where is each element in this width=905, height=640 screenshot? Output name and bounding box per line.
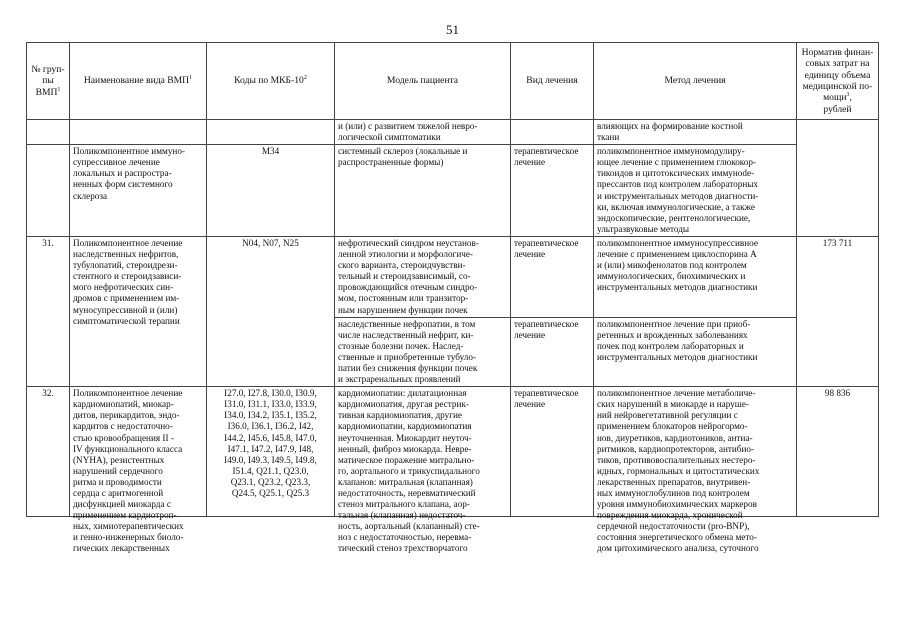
cell-num: 31. — [27, 236, 70, 386]
cell-num — [27, 120, 70, 145]
cell-codes: N04, N07, N25 — [207, 236, 335, 386]
cell-method: поликомпонентное лечение метаболиче- ских нарушений в миокарде и наруше- ний нейровегетативной регуляции с применением блокаторов нейрогормо- нов, диуретиков, кардиотоников, антиа- ритмиков, кардиопротекторов, антибио- тиков, противовоспалительных нестеро- идных, гормональных и цитостатических лекарственных препаратов, внутривен- ных иммуноглобулинов под контролем уровня иммунобиохимических маркеров повреждения миокарда, хронической сердечной недостаточности (pro-BNP), состояния энергетического обмена мето- дом цитохимического анализа, суточного — [594, 387, 797, 517]
cell-name: Поликомпонентное лечение кардиомиопатий, миокар- дитов, перикардитов, эндо- кардитов с недостаточно- стью кровообращения II - IV функционального класса (NYHA), резистентных нарушений сердечного ритма и проводимости сердца с аритмогенной дисфункцией миокарда с применением кардиотроп- ных, химиотерапевтических и генно-инженерных биоло- гических лекарственных — [70, 387, 207, 517]
header-treatment-method: Метод лечения — [594, 43, 797, 120]
cell-type: терапевтическое лечение — [511, 236, 594, 317]
cell-cost — [797, 120, 879, 237]
cell-type — [511, 120, 594, 145]
cell-codes: M34 — [207, 145, 335, 237]
header-cost-norm: Норматив финан- совых затрат на единицу объема медицинской по- мощи$^3$, рублей — [797, 43, 879, 120]
cell-name: Поликомпонентное иммуно- супрессивное лечение локальных и распростра- ненных форм системного склероза — [70, 145, 207, 237]
cell-method: поликомпонентное иммуномодулиру- ющее лечение с применением глюкокор- тикоидов и цитотоксических иммунode- прессантов под контролем лабораторных и инструментальных методов диагности- ки, включая иммунологические, а также эндоскопические, рентгенологические, ультразвуковые методы — [594, 145, 797, 237]
cell-name — [70, 120, 207, 145]
cell-num — [27, 145, 70, 237]
cell-model: нефротический синдром неустанов- ленной этиологии и морфологиче- ского варианта, стероидчувстви- тельный и стероидзависимый, со- провождающийся отечным синдро- мом, постоянным или транзитор- ным нарушением функции почек — [335, 236, 511, 317]
cell-num: 32. — [27, 387, 70, 517]
cell-name: Поликомпонентное лечение наследственных нефритов, тубулопатий, стероидрези- стентного и стероидзависи- мого нефротических син- дромов с применением им- муносупрессивной и (или) симптоматической терапии — [70, 236, 207, 386]
cell-type: терапевтическое лечение — [511, 387, 594, 517]
cell-model: кардиомиопатии: дилатационная кардиомиопатия, другая рестрик- тивная кардиомиопатия, другие кардиомиопатии, кардиомиопатия неуточненная. Миокардит неуточ- ненный, фиброз миокарда. Невре- матическое поражение митрально- го, аортального и трикуспидального клапанов: митральная (клапанная) недостаточность, неревматический стеноз митрального клапана, аор- тальная (клапанная) недостаточ- ность, аортальный (клапанный) сте- ноз с недостаточностью, неревма- тический стеноз трехстворчатого — [335, 387, 511, 517]
cell-model: наследственные нефропатии, в том числе наследственный нефрит, ки- стозные болезни почек. Наслед- ственные и приобретенные тубуло- патии без снижения функции почек и экстраренальных проявлений — [335, 317, 511, 387]
cell-cost: 98 836 — [797, 387, 879, 517]
header-group-no: № груп- пы ВМП$^1$ — [27, 43, 70, 120]
cell-method: поликомпонентное иммуносупрессивное лечение с применением циклоспорина А и (или) микофенолатов под контролем иммунологических, биохимических и инструментальных методов диагностики — [594, 236, 797, 317]
header-treatment-type: Вид лечения — [511, 43, 594, 120]
cell-cost: 173 711 — [797, 236, 879, 386]
cell-codes: I27.0, I27.8, I30.0, I30.9, I31.0, I31.1, I33.0, I33.9, I34.0, I34.2, I35.1, I35.2, I36.0, I36.1, I36.2, I42, I44.2, I45.6, I45.8, I47.0, I47.1, I47.2, I47.9, I48, I49.0, I49.3, I49.5, I49.8, I51.4, Q21.1, Q23.0, Q23.1, Q23.2, Q23.3, Q24.5, Q25.1, Q25.3 — [207, 387, 335, 517]
table-row — [27, 236, 879, 317]
cell-type: терапевтическое лечение — [511, 317, 594, 387]
header-patient-model: Модель пациента — [335, 43, 511, 120]
cell-model: системный склероз (локальные и распространенные формы) — [335, 145, 511, 237]
cell-type: терапевтическое лечение — [511, 145, 594, 237]
table-row — [27, 145, 879, 237]
header-icd-codes: Коды по МКБ-$10^2$ — [207, 43, 335, 120]
vmp-table — [26, 42, 879, 554]
table-row — [27, 387, 879, 517]
cell-codes — [207, 120, 335, 145]
header-row — [27, 43, 879, 120]
cell-model: и (или) с развитием тяжелой невро- логической симптоматики — [335, 120, 511, 145]
cell-method: влияющих на формирование костной ткани — [594, 120, 797, 145]
page-number: 51 — [446, 22, 459, 37]
header-vmp-name: Наименование вида ВМП$^1$ — [70, 43, 207, 120]
table-row — [27, 120, 879, 145]
cell-method: поликомпонентное лечение при приоб- ретенных и врожденных заболеваниях почек под контролем лабораторных и инструментальных методов диагностики — [594, 317, 797, 387]
